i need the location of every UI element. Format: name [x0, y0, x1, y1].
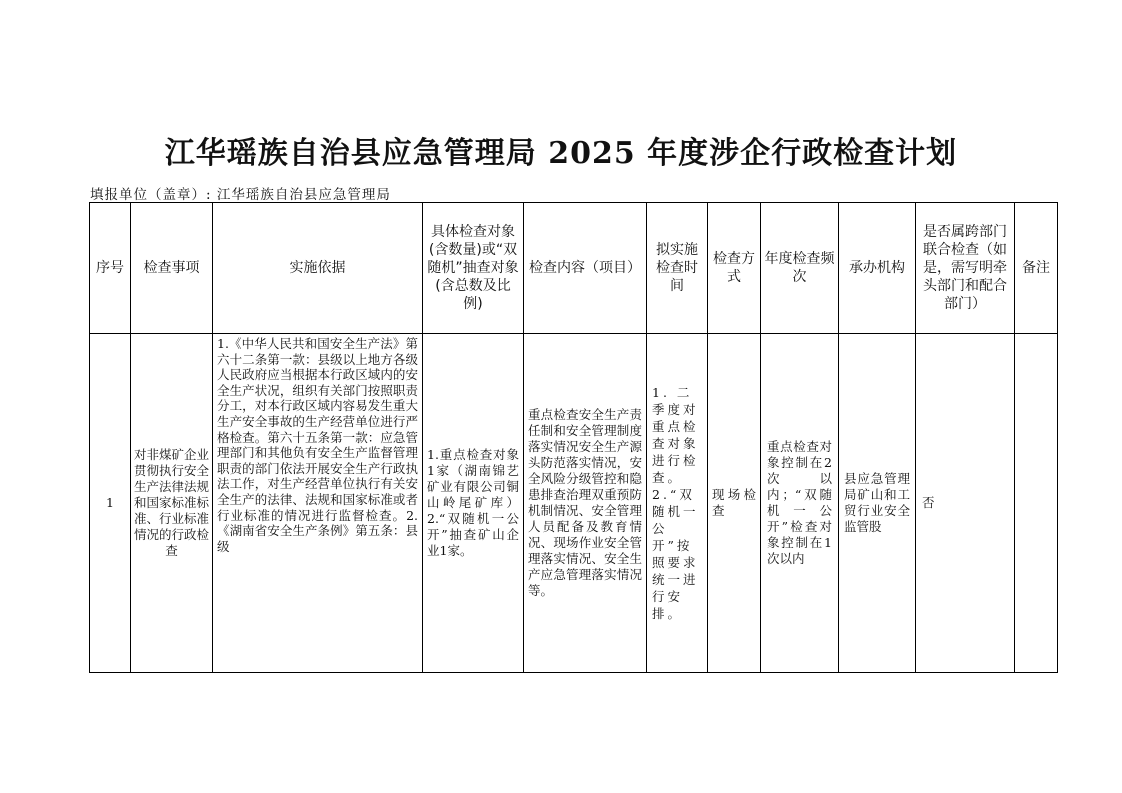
header-frequency: 年度检查频次: [761, 203, 839, 334]
header-method: 检查方式: [708, 203, 761, 334]
header-org: 承办机构: [839, 203, 916, 334]
header-joint: 是否属跨部门联合检查（如是，需写明牵头部门和配合部门）: [916, 203, 1015, 334]
cell-target: 1.重点检查对象1家（湖南锦艺矿业有限公司铜山岭尾矿库）2.“双随机一公开”抽查矿山企业1家。: [423, 334, 524, 673]
cell-content: 重点检查安全生产责任制和安全管理制度落实情况安全生产源头防范落实情况，安全风险分级管控和隐患排查治理双重预防机制情况、安全管理人员配备及教育情况、现场作业安全管理落实情况、安全生产应急管理落实情况等。: [524, 334, 647, 673]
header-item: 检查事项: [131, 203, 213, 334]
header-remark: 备注: [1015, 203, 1058, 334]
header-content: 检查内容（项目）: [524, 203, 647, 334]
table-header-row: [90, 203, 1058, 334]
document-title: 江华瑶族自治县应急管理局 2025 年度涉企行政检查计划: [164, 136, 958, 171]
cell-time: 1. 二季度对重点检查对象进行检查。2.“双随机一公开”按照要求统一进行安排。: [647, 334, 708, 673]
cell-method: 现场检查: [708, 334, 761, 673]
table-row: [90, 334, 1058, 673]
cell-frequency: 重点检查对象控制在2次以内；“双随机一公开”检查对象控制在1次以内: [761, 334, 839, 673]
filler-unit-label: 填报单位（盖章）: 江华瑶族自治县应急管理局: [90, 187, 391, 203]
cell-remark: [1015, 334, 1058, 673]
cell-org: 县应急管理局矿山和工贸行业安全监管股: [839, 334, 916, 673]
cell-seq: 1: [90, 334, 131, 673]
cell-joint: 否: [916, 334, 1015, 673]
header-target: 具体检查对象(含数量)或“双随机”抽查对象(含总数及比例): [423, 203, 524, 334]
cell-basis: 1.《中华人民共和国安全生产法》第六十二条第一款：县级以上地方各级人民政府应当根据本行政区域内的安全生产状况，组织有关部门按照职责分工，对本行政区域内容易发生重大生产安全事故的生产经营单位进行严格检查。第六十五条第一款：应急管理部门和其他负有安全生产监督管理职责的部门依法开展安全生产行政执法工作，对生产经营单位执行有关安全生产的法律、法规和国家标准或者行业标准的情况进行监督检查。2.《湖南省安全生产条例》第五条：县级: [213, 334, 423, 673]
cell-item: 对非煤矿企业贯彻执行安全生产法律法规和国家标准标准、行业标准情况的行政检查: [131, 334, 213, 673]
inspection-plan-table: [89, 202, 1058, 673]
header-time: 拟实施检查时间: [647, 203, 708, 334]
header-seq: 序号: [90, 203, 131, 334]
header-basis: 实施依据: [213, 203, 423, 334]
